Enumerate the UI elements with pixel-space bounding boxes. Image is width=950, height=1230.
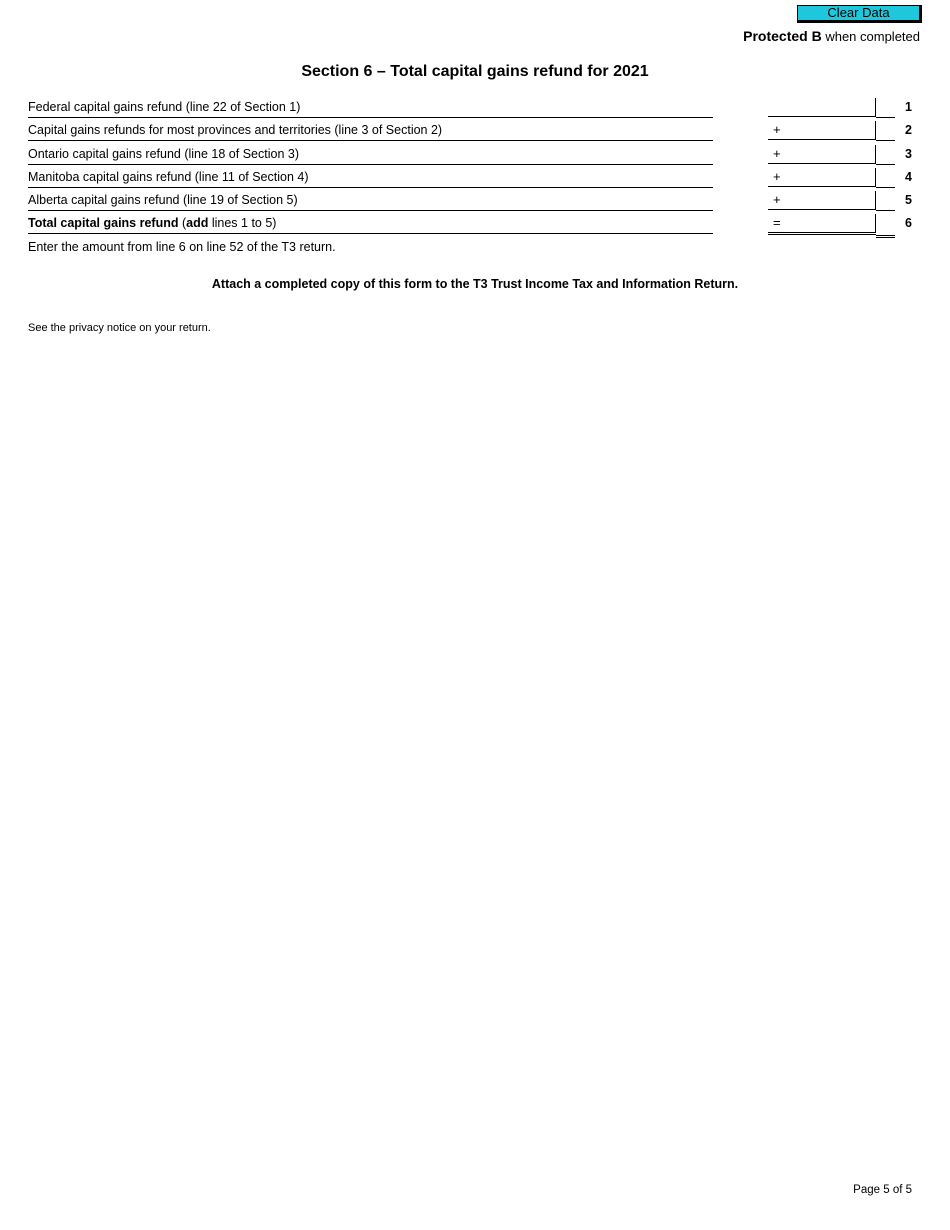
line-6-number: 6 [905, 216, 912, 230]
line-6-desc-rest: lines 1 to 5) [208, 216, 277, 230]
line-5-cents-field[interactable] [876, 188, 895, 211]
line-5-number: 5 [905, 193, 912, 207]
line-3-operator: + [773, 146, 781, 161]
line-6-amount-field[interactable] [768, 211, 876, 235]
line-row-1 [0, 95, 950, 118]
line-2-operator: + [773, 122, 781, 137]
line-1-amount-input[interactable] [768, 95, 876, 116]
protected-b-rest: when completed [821, 29, 920, 44]
page-number: Page 5 of 5 [853, 1184, 912, 1196]
line-6-desc-bold: Total capital gains refund [28, 216, 179, 230]
protected-b-bold: Protected B [743, 28, 822, 44]
line-1-number: 1 [905, 100, 912, 114]
line-row-4 [0, 165, 950, 188]
line-4-amount-field[interactable] [768, 165, 876, 187]
line-6-desc-open: ( [178, 216, 187, 230]
line-5-amount-field[interactable] [768, 188, 876, 210]
line-6-description [28, 211, 713, 234]
line-3-cents-field[interactable] [876, 142, 895, 165]
line-4-operator: + [773, 169, 781, 184]
line-1-amount-field[interactable] [768, 95, 876, 117]
line-6-operator: = [773, 215, 781, 230]
line-2-amount-input[interactable] [768, 118, 876, 139]
section-title: Section 6 – Total capital gains refund for 2021 [301, 63, 649, 80]
protected-b-label [743, 28, 920, 44]
line-3-amount-field[interactable] [768, 142, 876, 164]
clear-data-button[interactable]: Clear Data [797, 5, 922, 23]
line-2-amount-field[interactable] [768, 118, 876, 140]
line-4-cents-field[interactable] [876, 165, 895, 188]
attach-copy-note: Attach a completed copy of this form to the T3 Trust Income Tax and Information Return. [211, 277, 739, 291]
line-2-cents-field[interactable] [876, 118, 895, 141]
line-3-number: 3 [905, 147, 912, 161]
line-row-2 [0, 118, 950, 141]
line-4-number: 4 [905, 170, 912, 184]
line-4-amount-input[interactable] [768, 165, 876, 186]
line-5-description: Alberta capital gains refund (line 19 of Section 5) [28, 188, 713, 211]
line-1-description: Federal capital gains refund (line 22 of Section 1) [28, 95, 713, 118]
line-row-3 [0, 142, 950, 165]
line-2-description: Capital gains refunds for most provinces and territories (line 3 of Section 2) [28, 118, 713, 141]
line-4-description: Manitoba capital gains refund (line 11 of Section 4) [28, 165, 713, 188]
line-row-5 [0, 188, 950, 211]
line-3-description: Ontario capital gains refund (line 18 of Section 3) [28, 142, 713, 165]
line-3-amount-input[interactable] [768, 142, 876, 163]
line-1-cents-field[interactable] [876, 95, 895, 118]
line-6-desc-add: add [186, 216, 209, 230]
line-row-6-total [0, 211, 950, 234]
line-5-operator: + [773, 192, 781, 207]
line-5-amount-input[interactable] [768, 188, 876, 209]
privacy-note: See the privacy notice on your return. [28, 322, 211, 334]
line-6-instruction: Enter the amount from line 6 on line 52 of the T3 return. [28, 240, 336, 254]
line-6-cents-field[interactable] [876, 211, 895, 238]
line-6-amount-input[interactable] [768, 211, 876, 232]
line-2-number: 2 [905, 123, 912, 137]
